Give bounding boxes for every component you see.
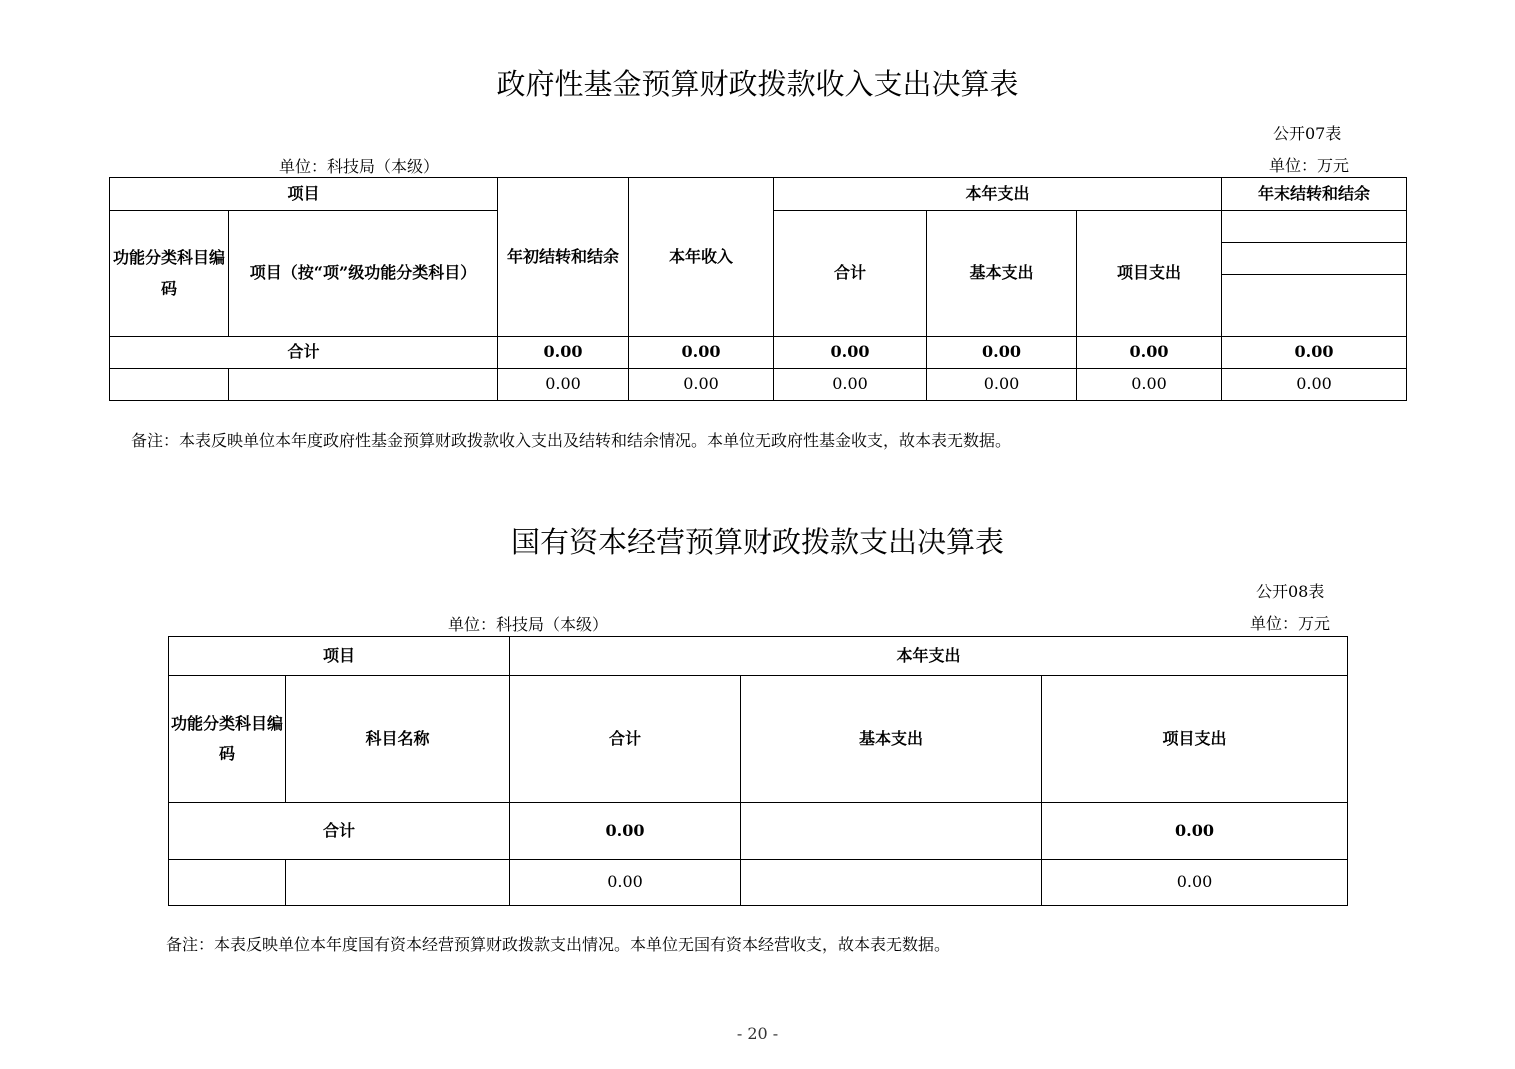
t07-header-project: 项目支出 xyxy=(1077,211,1222,337)
table08-note: 备注：本表反映单位本年度国有资本经营预算财政拨款支出情况。本单位无国有资本经营收支，故本表无数据。 xyxy=(166,935,951,954)
t07-total-basic: 0.00 xyxy=(927,337,1077,369)
t07-row-basic: 0.00 xyxy=(927,369,1077,401)
table07-note: 备注：本表反映单位本年度政府性基金预算财政拨款收入支出及结转和结余情况。本单位无政府性基金收支，故本表无数据。 xyxy=(131,431,1012,450)
t07-header-end-balance: 年末结转和结余 xyxy=(1222,178,1407,211)
t07-row-income: 0.00 xyxy=(629,369,774,401)
table08-unit-currency: 单位：万元 xyxy=(1250,614,1331,633)
t07-header-subtotal: 合计 xyxy=(774,211,927,337)
t07-row-begin-balance: 0.00 xyxy=(498,369,629,401)
t08-total-row xyxy=(169,803,1348,860)
table07-title: 政府性基金预算财政拨款收入支出决算表 xyxy=(496,67,1019,101)
t08-header-subject-name: 科目名称 xyxy=(286,676,510,803)
t08-total-basic xyxy=(741,803,1042,860)
t08-header-code: 功能分类科目编码 xyxy=(169,676,286,803)
t07-header-income: 本年收入 xyxy=(629,178,774,337)
t08-header-subtotal: 合计 xyxy=(510,676,741,803)
t08-header-basic: 基本支出 xyxy=(741,676,1042,803)
t07-header-basic: 基本支出 xyxy=(927,211,1077,337)
t08-row-project: 0.00 xyxy=(1042,860,1348,906)
t07-total-project: 0.00 xyxy=(1077,337,1222,369)
t07-header-item-name: 项目（按“项”级功能分类科目） xyxy=(229,211,498,337)
t07-total-end-balance: 0.00 xyxy=(1222,337,1407,369)
t07-end-balance-sub-2 xyxy=(1222,243,1407,275)
t08-row-basic xyxy=(741,860,1042,906)
t07-data-row xyxy=(110,369,1407,401)
t07-end-balance-sub-1 xyxy=(1222,211,1407,243)
t07-header-code: 功能分类科目编码 xyxy=(110,211,229,337)
t07-total-begin-balance: 0.00 xyxy=(498,337,629,369)
t07-end-balance-sub-3 xyxy=(1222,275,1407,337)
t07-total-income: 0.00 xyxy=(629,337,774,369)
table08-title: 国有资本经营预算财政拨款支出决算表 xyxy=(510,525,1004,559)
t08-total-project: 0.00 xyxy=(1042,803,1348,860)
table07-unit-org: 单位：科技局（本级） xyxy=(279,157,440,176)
t07-row-name xyxy=(229,369,498,401)
page-number: - 20 - xyxy=(736,1024,779,1043)
t07-total-row xyxy=(110,337,1407,369)
table08-table-no: 公开08表 xyxy=(1256,582,1325,601)
t08-header-expenditure: 本年支出 xyxy=(510,637,1348,676)
t07-row-subtotal: 0.00 xyxy=(774,369,927,401)
table08-unit-org: 单位：科技局（本级） xyxy=(448,615,609,634)
t08-row-subtotal: 0.00 xyxy=(510,860,741,906)
t07-header-expenditure: 本年支出 xyxy=(774,178,1222,211)
t08-row-code xyxy=(169,860,286,906)
t08-total-subtotal: 0.00 xyxy=(510,803,741,860)
t07-header-item: 项目 xyxy=(110,178,498,211)
t08-header-project: 项目支出 xyxy=(1042,676,1348,803)
t08-header-item: 项目 xyxy=(169,637,510,676)
t07-total-subtotal: 0.00 xyxy=(774,337,927,369)
t07-total-label: 合计 xyxy=(110,337,498,369)
t08-row-name xyxy=(286,860,510,906)
t08-data-row xyxy=(169,860,1348,906)
table07-unit-currency: 单位：万元 xyxy=(1269,156,1350,175)
table08 xyxy=(168,636,1348,906)
table07 xyxy=(109,177,1407,401)
t07-row-project: 0.00 xyxy=(1077,369,1222,401)
t07-row-code xyxy=(110,369,229,401)
table07-table-no: 公开07表 xyxy=(1273,124,1342,143)
t07-header-begin-balance: 年初结转和结余 xyxy=(498,178,629,337)
t07-row-end-balance: 0.00 xyxy=(1222,369,1407,401)
t08-total-label: 合计 xyxy=(169,803,510,860)
